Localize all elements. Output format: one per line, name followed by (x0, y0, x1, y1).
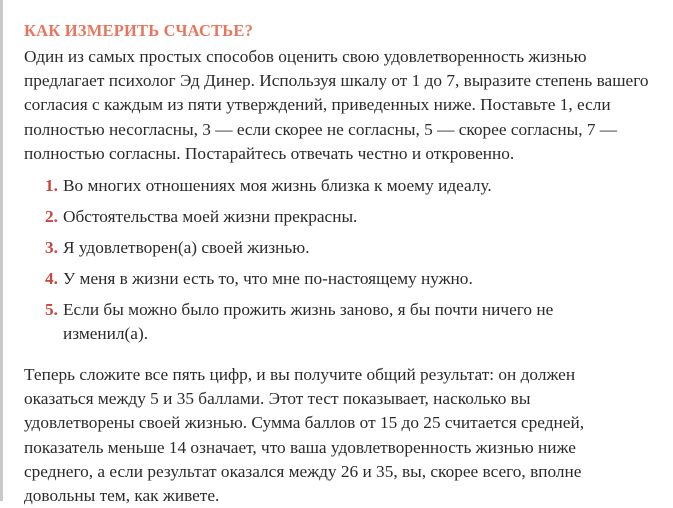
list-item-text: Во многих отношениях моя жизнь близка к моему идеалу. (63, 176, 492, 195)
list-item-text: Я удовлетворен(а) своей жизнью. (63, 238, 310, 257)
list-item-text: Если бы можно было прожить жизнь заново, я бы почти ничего не (63, 300, 554, 319)
list-item-text: У меня в жизни есть то, что мне по-настоящему нужно. (63, 269, 473, 288)
conclusion-line: довольны тем, как живете. (24, 486, 220, 506)
list-item (24, 174, 623, 198)
list-number: 3. (45, 238, 58, 257)
list-item (24, 236, 623, 260)
list-item (24, 267, 623, 291)
conclusion-line: оказаться между 5 и 35 баллами. Этот тест показывает, насколько вы (24, 389, 531, 409)
conclusion-line: Теперь сложите все пять цифр, и вы получите общий результат: он должен (24, 365, 576, 384)
conclusion-line: показатель меньше 14 означает, что ваша удовлетворенность жизнью ниже (24, 437, 576, 457)
list-item (24, 298, 623, 346)
intro-line: согласия с каждым из пяти утверждений, приведенных ниже. Поставьте 1, если (24, 95, 611, 115)
list-number: 5. (45, 300, 58, 319)
list-number: 2. (45, 207, 58, 226)
list-item-text: Обстоятельства моей жизни прекрасны. (63, 207, 358, 226)
list-number: 4. (45, 269, 58, 288)
article-title: КАК ИЗМЕРИТЬ СЧАСТЬЕ? (24, 21, 254, 40)
intro-line: предлагает психолог Эд Динер. Используя шкалу от 1 до 7, выразите степень вашего (24, 71, 649, 91)
list-number: 1. (45, 176, 58, 195)
intro-line: полностью согласны. Постарайтесь отвечать честно и откровенно. (24, 143, 515, 163)
intro-line: полностью несогласны, 3 — если скорее не согласны, 5 — скорее согласны, 7 — (24, 119, 618, 139)
intro-paragraph (24, 45, 664, 166)
list-item (24, 205, 623, 229)
conclusion-line: удовлетворены своей жизнью. Сумма баллов от 15 до 25 считается средней, (24, 413, 585, 433)
conclusion-paragraph (24, 363, 664, 508)
list-item-text: изменил(а). (63, 324, 149, 344)
intro-line: Один из самых простых способов оценить свою удовлетворенность жизнью (24, 47, 587, 66)
statement-list (24, 174, 623, 353)
conclusion-line: среднего, а если результат оказался между 26 и 35, вы, скорее всего, вполне (24, 461, 582, 481)
